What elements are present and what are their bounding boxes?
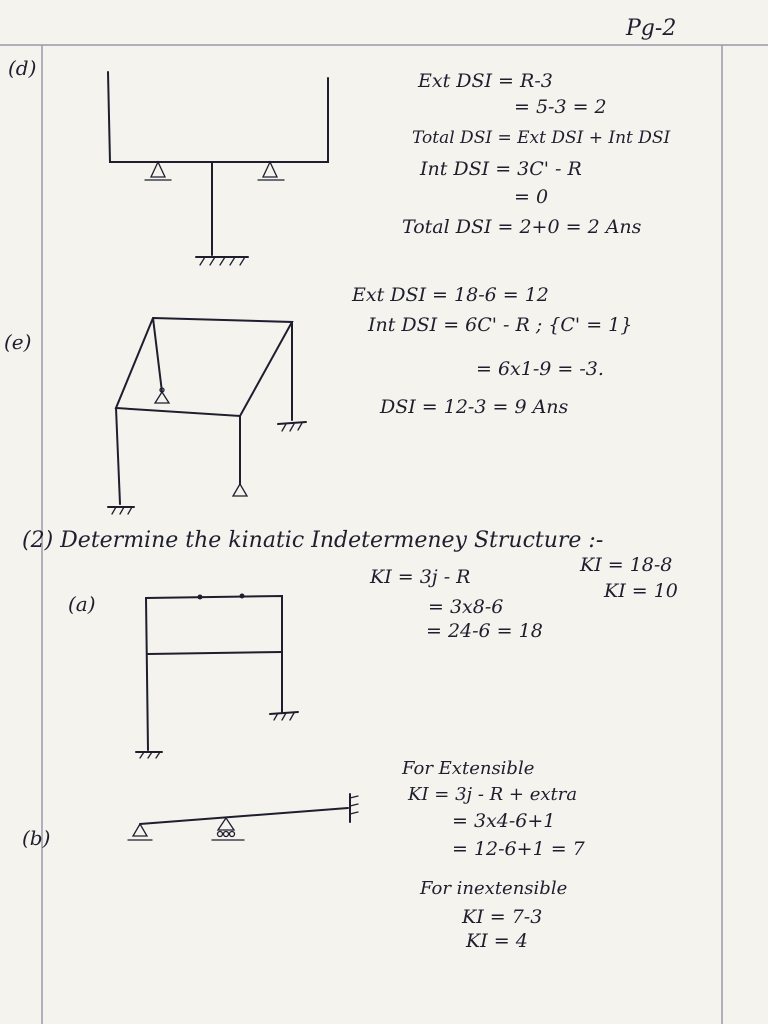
a-right-line: KI = 18-8 bbox=[580, 554, 673, 576]
e-line: Ext DSI = 18-6 = 12 bbox=[352, 284, 549, 306]
section-2a-label: (a) bbox=[68, 592, 96, 616]
b-inextensible-line: KI = 4 bbox=[466, 930, 528, 952]
a-left-line: KI = 3j - R bbox=[370, 566, 471, 588]
diagram-d bbox=[108, 72, 328, 265]
d-line: = 5-3 = 2 bbox=[514, 96, 607, 118]
b-extensible-line: = 12-6+1 = 7 bbox=[452, 838, 585, 860]
diagram-2b bbox=[128, 794, 358, 840]
section-2b-label: (b) bbox=[22, 826, 51, 850]
diagram-e bbox=[108, 318, 306, 514]
diagram-2a bbox=[136, 594, 298, 759]
e-line: = 6x1-9 = -3. bbox=[476, 358, 604, 380]
b-extensible-line: For Extensible bbox=[402, 758, 535, 779]
e-line: DSI = 12-3 = 9 Ans bbox=[380, 396, 569, 418]
page-number: Pg-2 bbox=[626, 16, 677, 41]
d-line: = 0 bbox=[514, 186, 549, 208]
b-inextensible-line: KI = 7-3 bbox=[462, 906, 543, 928]
d-line: Ext DSI = R-3 bbox=[418, 70, 553, 92]
section-d-label: (d) bbox=[8, 56, 37, 80]
a-left-line: = 24-6 = 18 bbox=[426, 620, 543, 642]
b-extensible-line: = 3x4-6+1 bbox=[452, 810, 556, 832]
section-e-label: (e) bbox=[4, 330, 32, 354]
a-left-line: = 3x8-6 bbox=[428, 596, 504, 618]
question-2-heading: (2) Determine the kinatic Indetermeney Structure :- bbox=[22, 528, 604, 553]
d-line: Total DSI = Ext DSI + Int DSI bbox=[412, 128, 671, 148]
d-line: Total DSI = 2+0 = 2 Ans bbox=[402, 216, 642, 238]
a-right-line: KI = 10 bbox=[604, 580, 678, 602]
b-inextensible-line: For inextensible bbox=[420, 878, 568, 899]
e-line: Int DSI = 6C' - R ; {C' = 1} bbox=[368, 314, 633, 336]
d-line: Int DSI = 3C' - R bbox=[420, 158, 582, 180]
b-extensible-line: KI = 3j - R + extra bbox=[408, 784, 578, 805]
